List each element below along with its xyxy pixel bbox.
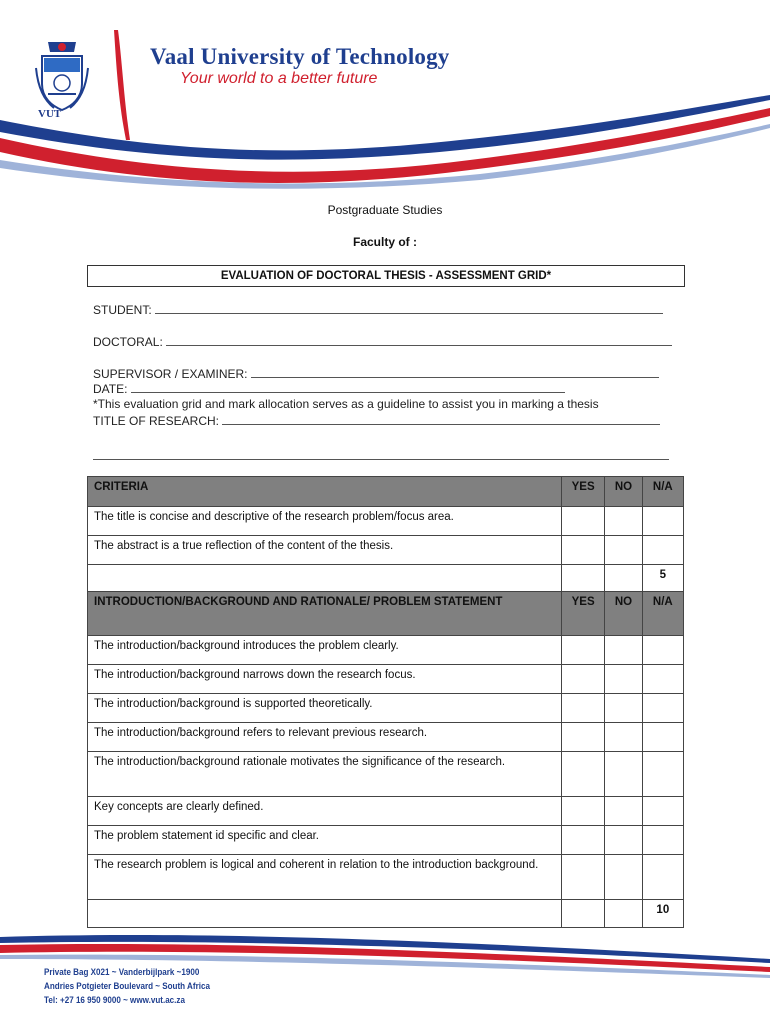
student-input-line[interactable] — [155, 303, 663, 314]
section-score: 5 — [642, 565, 683, 592]
no-cell[interactable] — [605, 507, 642, 536]
university-crest-icon — [34, 38, 90, 116]
date-label: DATE: — [93, 382, 128, 396]
criteria-header: CRITERIA — [88, 477, 562, 507]
table-row — [88, 752, 684, 797]
criterion-text: The introduction/background refers to relevant previous research. — [88, 723, 562, 752]
footer-contact: Tel: +27 16 950 9000 ~ www.vut.ac.za — [44, 995, 185, 1006]
header-swoosh — [0, 0, 770, 190]
table-row — [88, 797, 684, 826]
table-row — [88, 507, 684, 536]
score-row — [88, 565, 684, 592]
table-row — [88, 855, 684, 900]
criterion-text: The title is concise and descriptive of the research problem/focus area. — [88, 507, 562, 536]
no-cell[interactable] — [605, 826, 642, 855]
criterion-text: The introduction/background is supported theoretically. — [88, 694, 562, 723]
criterion-text: Key concepts are clearly defined. — [88, 797, 562, 826]
footer-address-1: Private Bag X021 ~ Vanderbijlpark ~1900 — [44, 967, 200, 978]
criterion-text: The introduction/background rationale motivates the significance of the research. — [88, 752, 562, 797]
faculty-label: Faculty of : — [352, 235, 417, 249]
na-cell[interactable] — [642, 797, 683, 826]
na-cell[interactable] — [642, 507, 683, 536]
doctoral-field[interactable] — [93, 335, 672, 349]
section-score: 10 — [642, 900, 683, 928]
yes-cell[interactable] — [561, 723, 604, 752]
table-header-row — [88, 477, 684, 507]
research-title-line-2[interactable] — [93, 449, 669, 463]
crest-label: VUT — [38, 108, 62, 120]
no-cell[interactable] — [605, 694, 642, 723]
no-cell[interactable] — [605, 723, 642, 752]
yes-header: YES — [561, 592, 604, 636]
na-cell[interactable] — [642, 636, 683, 665]
research-title-input-line-2[interactable] — [93, 449, 669, 460]
criterion-text: The abstract is a true reflection of the content of the thesis. — [88, 536, 562, 565]
score-spacer — [561, 565, 604, 592]
date-field[interactable] — [93, 382, 565, 396]
score-spacer — [605, 900, 642, 928]
score-spacer — [561, 900, 604, 928]
university-tagline: Your world to a better future — [180, 70, 378, 87]
supervisor-field[interactable] — [93, 367, 659, 381]
score-spacer — [88, 565, 562, 592]
yes-cell[interactable] — [561, 797, 604, 826]
university-name: Vaal University of Technology — [150, 44, 450, 69]
yes-cell[interactable] — [561, 536, 604, 565]
guideline-note: *This evaluation grid and mark allocation serves as a guideline to assist you in marking a thesis — [93, 397, 599, 411]
criteria-header: INTRODUCTION/BACKGROUND AND RATIONALE/ PROBLEM STATEMENT — [88, 592, 562, 636]
no-header: NO — [605, 592, 642, 636]
no-cell[interactable] — [605, 797, 642, 826]
supervisor-input-line[interactable] — [251, 367, 659, 378]
research-title-field[interactable] — [93, 414, 660, 428]
table-header-row — [88, 592, 684, 636]
na-cell[interactable] — [642, 694, 683, 723]
yes-cell[interactable] — [561, 665, 604, 694]
yes-cell[interactable] — [561, 826, 604, 855]
criterion-text: The research problem is logical and coherent in relation to the introduction background. — [88, 855, 562, 900]
no-cell[interactable] — [605, 752, 642, 797]
table-row — [88, 665, 684, 694]
no-cell[interactable] — [605, 665, 642, 694]
na-header: N/A — [642, 592, 683, 636]
footer-address-2: Andries Potgieter Boulevard ~ South Africa — [44, 981, 210, 992]
research-title-input-line[interactable] — [222, 414, 660, 425]
supervisor-label: SUPERVISOR / EXAMINER: — [93, 367, 248, 381]
score-row — [88, 900, 684, 928]
na-cell[interactable] — [642, 536, 683, 565]
table-row — [88, 723, 684, 752]
yes-cell[interactable] — [561, 752, 604, 797]
student-label: STUDENT: — [93, 303, 152, 317]
research-title-label: TITLE OF RESEARCH: — [93, 414, 220, 428]
doctoral-input-line[interactable] — [166, 335, 672, 346]
no-cell[interactable] — [605, 855, 642, 900]
student-field[interactable] — [93, 303, 663, 317]
criteria-table-1 — [87, 476, 684, 928]
na-header: N/A — [642, 477, 683, 507]
na-cell[interactable] — [642, 723, 683, 752]
criterion-text: The problem statement id specific and clear. — [88, 826, 562, 855]
yes-header: YES — [561, 477, 604, 507]
document-title: EVALUATION OF DOCTORAL THESIS - ASSESSMENT GRID* — [87, 265, 685, 287]
doctoral-label: DOCTORAL: — [93, 335, 163, 349]
yes-cell[interactable] — [561, 507, 604, 536]
date-input-line[interactable] — [131, 382, 565, 393]
no-header: NO — [605, 477, 642, 507]
no-cell[interactable] — [605, 536, 642, 565]
na-cell[interactable] — [642, 855, 683, 900]
na-cell[interactable] — [642, 665, 683, 694]
score-spacer — [605, 565, 642, 592]
document-subtitle: Postgraduate Studies — [327, 203, 443, 217]
table-row — [88, 636, 684, 665]
yes-cell[interactable] — [561, 855, 604, 900]
score-spacer — [88, 900, 562, 928]
no-cell[interactable] — [605, 636, 642, 665]
yes-cell[interactable] — [561, 694, 604, 723]
table-row — [88, 826, 684, 855]
na-cell[interactable] — [642, 826, 683, 855]
yes-cell[interactable] — [561, 636, 604, 665]
na-cell[interactable] — [642, 752, 683, 797]
criterion-text: The introduction/background introduces the problem clearly. — [88, 636, 562, 665]
table-row — [88, 694, 684, 723]
table-row — [88, 536, 684, 565]
criterion-text: The introduction/background narrows down the research focus. — [88, 665, 562, 694]
